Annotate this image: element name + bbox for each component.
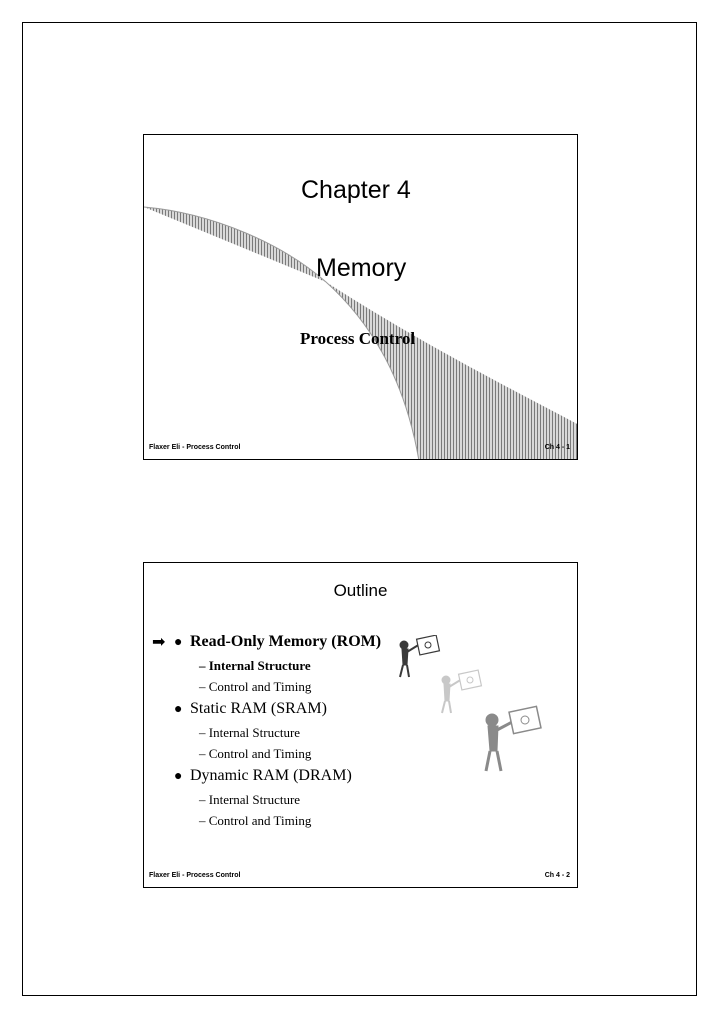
footer-author: Flaxer Eli - Process Control bbox=[149, 444, 241, 451]
footer-page-number: Ch 4 - 1 bbox=[544, 444, 570, 451]
outline-item-rom: ● Read-Only Memory (ROM) bbox=[174, 633, 382, 650]
footer-page-number: Ch 4 - 2 bbox=[544, 872, 570, 879]
outline-subitem: – Internal Structure bbox=[199, 658, 311, 673]
chapter-title: Chapter 4 bbox=[301, 176, 411, 204]
chapter-subtitle: Memory bbox=[316, 254, 407, 282]
outline-subitem: – Control and Timing bbox=[199, 813, 312, 828]
slide-2 bbox=[143, 562, 578, 888]
bullet-icon: ● bbox=[174, 635, 183, 650]
outline-subitem: – Internal Structure bbox=[199, 725, 301, 740]
right-arrow-icon: ➡ bbox=[152, 632, 166, 651]
outline-subitem: – Control and Timing bbox=[199, 679, 312, 694]
outline-item-sram: ● Static RAM (SRAM) bbox=[174, 700, 327, 717]
bullet-icon: ● bbox=[174, 769, 183, 784]
outline-subitem: – Internal Structure bbox=[199, 792, 301, 807]
slide-1 bbox=[143, 134, 578, 460]
outline-subitem: – Control and Timing bbox=[199, 746, 312, 761]
course-name: Process Control bbox=[300, 329, 416, 348]
footer-author: Flaxer Eli - Process Control bbox=[149, 872, 241, 879]
outline-item-dram: ● Dynamic RAM (DRAM) bbox=[174, 767, 352, 784]
figures-with-signs-illustration bbox=[394, 635, 554, 785]
outline-title: Outline bbox=[333, 581, 388, 600]
bullet-icon: ● bbox=[174, 702, 183, 717]
